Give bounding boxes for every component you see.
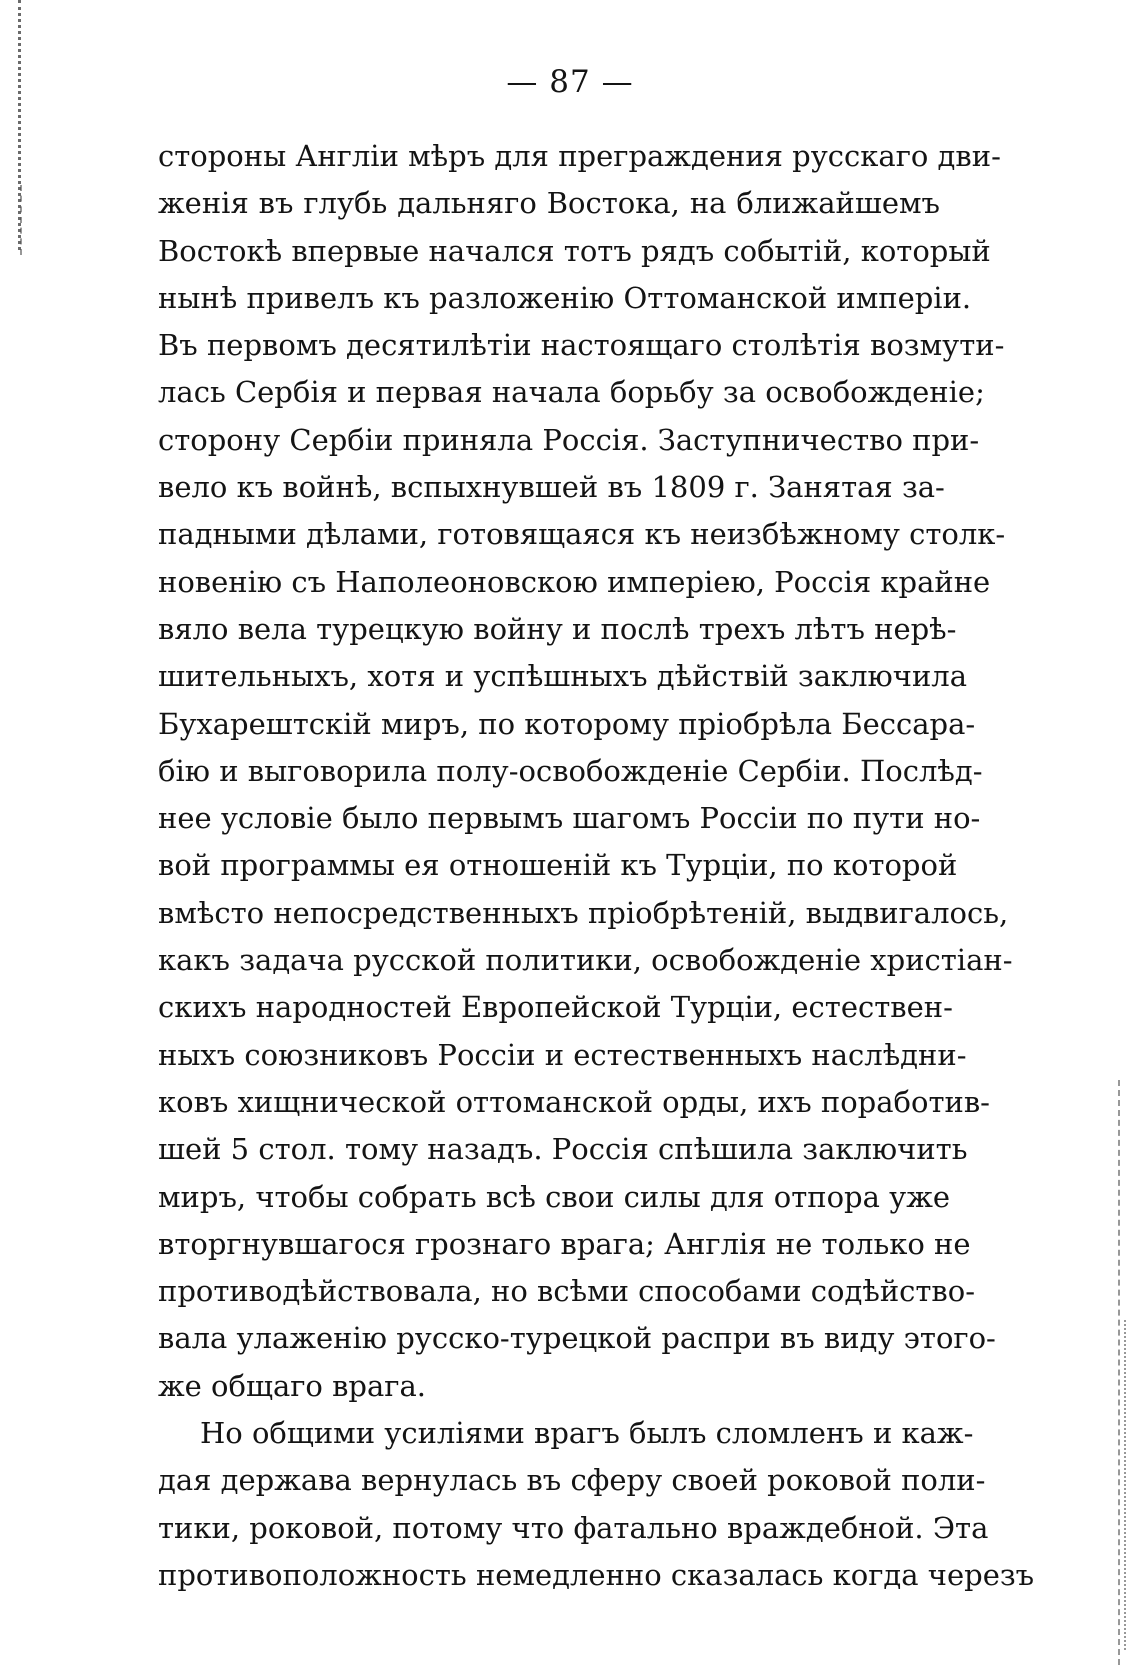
text-line: вторгнувшагося грознаго врага; Англiя не только не <box>158 1226 971 1261</box>
text-line: стороны Англiи мѣръ для преграждения русскаго дви- <box>158 139 1001 173</box>
text-line: женiя въ глубь дальняго Востока, на ближайшемъ <box>158 186 940 221</box>
page-number: — 87 — <box>506 64 634 100</box>
text-line: тики, роковой, потому что фатально враждебной. Эта <box>158 1510 989 1545</box>
text-line: вяло вела турецкую войну и послѣ трехъ лѣтъ нерѣ- <box>158 611 957 646</box>
text-line: вело къ войнѣ, вспыхнувшей въ 1809 г. Занятая за- <box>158 470 945 505</box>
text-line: сторону Сербiи приняла Россiя. Заступничество при- <box>158 422 980 457</box>
text-line: Но общими усилiями врагъ былъ сломленъ и каж- <box>200 1416 974 1451</box>
text-line: миръ, чтобы собрать всѣ свои силы для отпора уже <box>158 1179 951 1214</box>
text-line: вмѣсто непосредственныхъ прiобрѣтенiй, выдвигалось, <box>158 895 1009 930</box>
text-line: нее условiе было первымъ шагомъ Россiи по пути но- <box>158 801 981 836</box>
text-line: скихъ народностей Европейской Турцiи, естествен- <box>158 990 953 1025</box>
text-line: ныхъ союзниковъ Россiи и естественныхъ наслѣдни- <box>158 1037 967 1072</box>
text-line: Бухарештскiй миръ, по которому прiобрѣла Бессара- <box>158 706 976 741</box>
paragraph <box>158 133 1013 1410</box>
text-line: падными дѣлами, готовящаяся къ неизбѣжному столк- <box>158 517 1006 552</box>
text-line: лась Сербiя и первая начала борьбу за освобожденiе; <box>158 375 985 410</box>
text-line: вала улаженiю русско-турецкой распри въ виду этого- <box>158 1321 996 1356</box>
text-line: бiю и выговорила полу-освобожденiе Сербiи. Послѣд- <box>158 753 983 788</box>
paragraph <box>158 1410 1035 1599</box>
text-line: какъ задача русской политики, освобожденiе христiан- <box>158 943 1013 978</box>
text-line: нынѣ привелъ къ разложенiю Оттоманской имперiи. <box>158 280 972 315</box>
text-line: ковъ хищнической оттоманской орды, ихъ поработив- <box>158 1084 990 1119</box>
text-line: Въ первомъ десятилѣтiи настоящаго столѣтiя возмути- <box>158 328 1005 363</box>
text-line: вой программы ея отношенiй къ Турцiи, по которой <box>158 848 958 883</box>
text-line: шительныхъ, хотя и успѣшныхъ дѣйствiй заключила <box>158 659 968 694</box>
text-line: дая держава вернулась въ сферу своей роковой поли- <box>158 1463 986 1498</box>
text-line: новенiю съ Наполеоновскою имперiею, Россiя крайне <box>158 564 991 599</box>
text-line: противодѣйствовала, но всѣми способами содѣйство- <box>158 1274 976 1309</box>
text-line: шей 5 стол. тому назадъ. Россiя спѣшила заключить <box>158 1132 968 1167</box>
text-line: же общаго врага. <box>158 1368 426 1403</box>
scan-right-edge-mark <box>1124 1320 1129 1650</box>
text-line: противоположность немедленно сказалась когда черезъ <box>158 1557 1035 1592</box>
body-text <box>158 133 1035 1599</box>
scan-binding-edge-mark <box>20 185 26 255</box>
text-line: Востокѣ впервые начался тотъ рядъ событiй, который <box>158 233 991 268</box>
